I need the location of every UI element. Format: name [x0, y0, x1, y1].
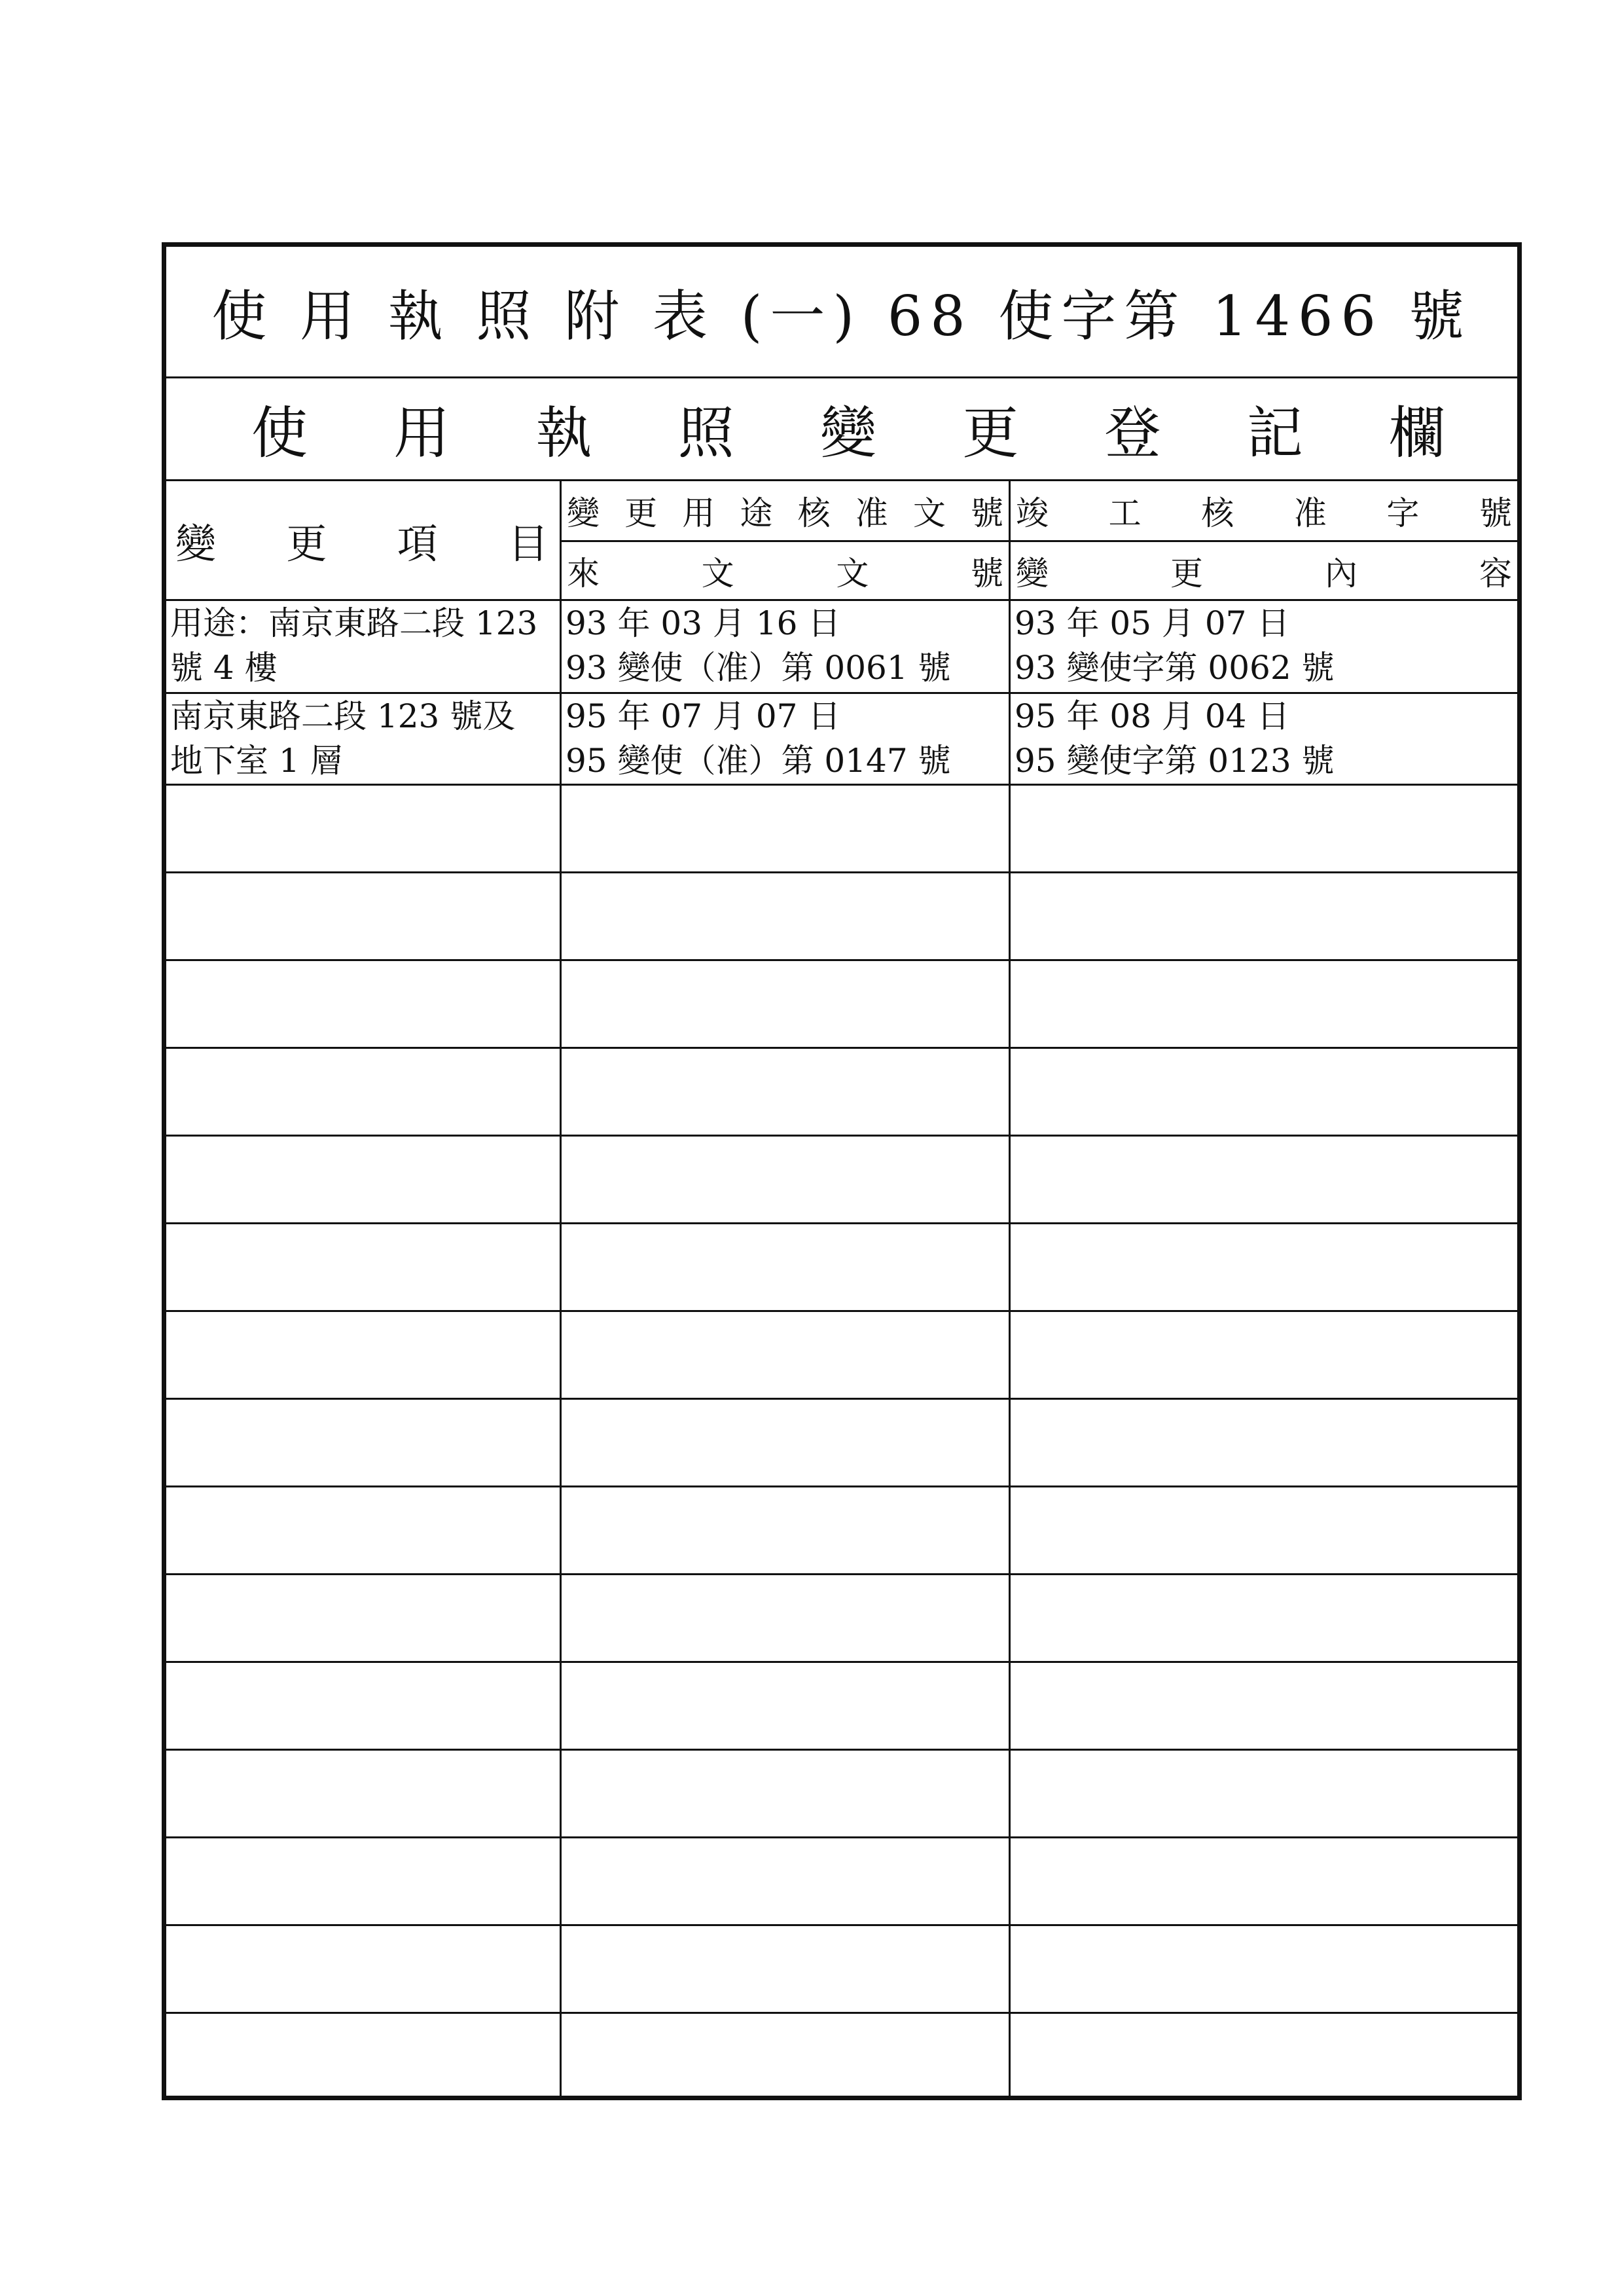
subtitle-char: 更 — [962, 400, 1019, 466]
form-title-row — [166, 247, 1517, 378]
header-char: 更 — [286, 519, 327, 568]
empty-row-line — [166, 1924, 1517, 1926]
header-char: 核 — [1201, 494, 1234, 532]
header-char: 號 — [1479, 494, 1512, 532]
header-char: 途 — [740, 494, 773, 532]
header-char: 目 — [507, 519, 548, 568]
cell-line: 93 年 05 月 07 日 — [1015, 604, 1290, 642]
subtitle-char: 欄 — [1389, 400, 1445, 466]
empty-row-line — [166, 1661, 1517, 1663]
header-change-content — [1011, 542, 1517, 599]
cell-line: 93 年 03 月 16 日 — [566, 604, 841, 642]
cell-line: 95 變使（准）第 0147 號 — [566, 742, 951, 780]
empty-row-line — [166, 1222, 1517, 1224]
empty-row-line — [166, 1135, 1517, 1137]
header-char: 變 — [175, 519, 217, 568]
empty-row-line — [166, 1310, 1517, 1312]
cell-line: 95 年 07 月 07 日 — [566, 697, 841, 735]
cell-line: 93 變使（准）第 0061 號 — [566, 649, 951, 687]
change-record-table — [166, 481, 1517, 2096]
cell-line: 地下室 1 層 — [170, 742, 343, 780]
table-cell-completion — [1011, 601, 1517, 690]
empty-row-line — [166, 1485, 1517, 1487]
header-char: 核 — [797, 494, 831, 532]
empty-row-line — [166, 1836, 1517, 1838]
empty-row-line — [166, 1398, 1517, 1400]
cell-line: 93 變使字第 0062 號 — [1015, 649, 1335, 687]
empty-row-line — [166, 2012, 1517, 2014]
header-char: 文 — [701, 554, 734, 592]
cell-line: 95 年 08 月 04 日 — [1015, 697, 1290, 735]
table-cell-completion — [1011, 694, 1517, 783]
header-char: 用 — [682, 494, 715, 532]
cell-line: 95 變使字第 0123 號 — [1015, 742, 1335, 780]
header-char: 竣 — [1016, 494, 1049, 532]
subtitle-char: 用 — [393, 400, 450, 466]
cell-line: 南京東路二段 123 號及 — [170, 697, 516, 735]
header-char: 號 — [970, 494, 1003, 532]
header-char: 文 — [836, 554, 869, 592]
header-char: 更 — [1170, 554, 1203, 592]
table-cell-approval — [562, 601, 1009, 690]
header-char: 項 — [397, 519, 438, 568]
header-char: 文 — [912, 494, 946, 532]
form-subtitle-row — [166, 376, 1517, 481]
header-char: 字 — [1386, 494, 1420, 532]
cell-line: 號 4 樓 — [170, 649, 278, 687]
subtitle-char: 使 — [251, 400, 308, 466]
header-char: 變 — [1016, 554, 1049, 592]
subtitle-char: 執 — [535, 400, 592, 466]
header-incoming-doc — [562, 542, 1009, 599]
empty-row-line — [166, 1749, 1517, 1751]
header-char: 號 — [970, 554, 1003, 592]
subtitle-char: 登 — [1104, 400, 1161, 466]
empty-row-line — [166, 1047, 1517, 1049]
subtitle-char: 照 — [677, 400, 734, 466]
subtitle-char: 變 — [820, 400, 876, 466]
table-cell-change-item — [166, 601, 560, 690]
form-title: 使 用 執 照 附 表 (一) 68 使字第 1466 號 — [211, 283, 1472, 348]
empty-row-line — [166, 959, 1517, 961]
header-char: 變 — [567, 494, 600, 532]
header-char: 更 — [624, 494, 658, 532]
header-char: 內 — [1325, 554, 1357, 592]
header-char: 容 — [1479, 554, 1512, 592]
cell-line: 用途：南京東路二段 123 — [170, 604, 538, 642]
header-char: 准 — [855, 494, 888, 532]
header-completion-no — [1011, 481, 1517, 540]
row-line — [166, 784, 1517, 786]
table-cell-approval — [562, 694, 1009, 783]
header-char: 來 — [567, 554, 600, 592]
empty-row-line — [166, 871, 1517, 873]
license-appendix-form — [162, 242, 1522, 2100]
empty-row-line — [166, 1573, 1517, 1575]
header-char: 工 — [1108, 494, 1142, 532]
header-char: 准 — [1293, 494, 1327, 532]
subtitle-char: 記 — [1246, 400, 1303, 466]
header-change-item — [166, 481, 562, 599]
header-subdivider — [562, 540, 1517, 542]
header-approval-no — [562, 481, 1009, 540]
table-cell-change-item — [166, 694, 560, 783]
